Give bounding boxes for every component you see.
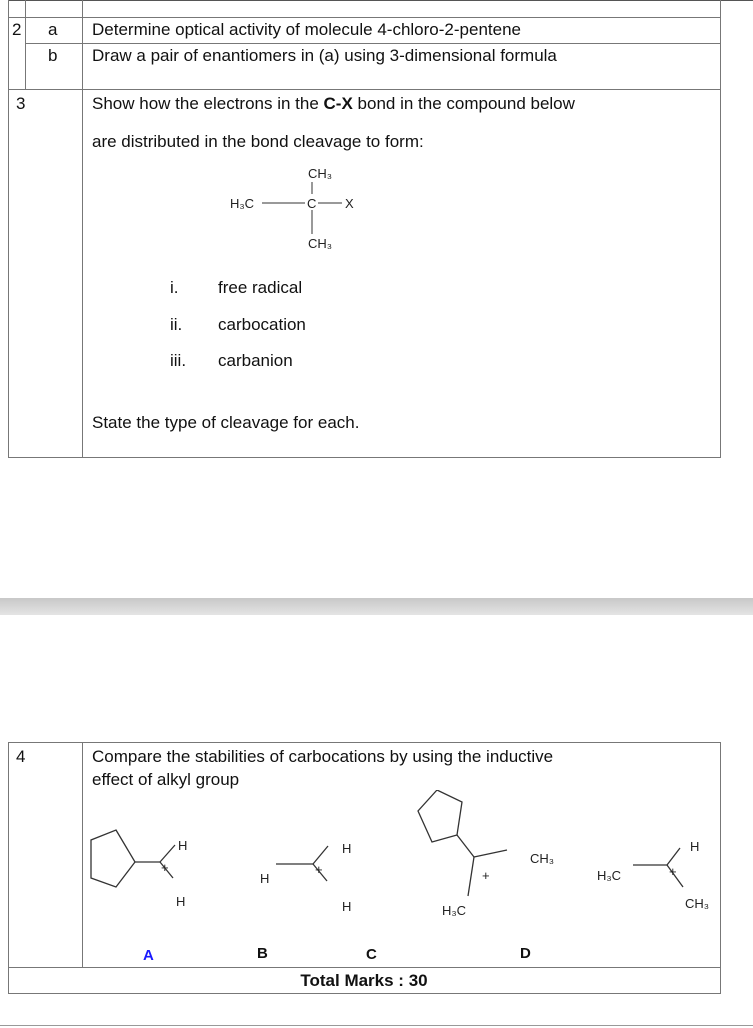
ch3-group: CH₃	[685, 896, 710, 911]
atom-h: H	[690, 839, 700, 854]
question-3-line2: are distributed in the bond cleavage to form:	[92, 132, 424, 151]
q3-text-post: bond in the compound below	[352, 94, 575, 113]
molecule-structure	[220, 160, 370, 260]
ch3-top: CH₃	[308, 166, 333, 181]
question-4-line2: effect of alkyl group	[92, 770, 240, 789]
atom-h: H	[178, 838, 188, 853]
question-4-number: 4	[16, 747, 26, 766]
carbocation-structures	[80, 790, 720, 930]
h3c-group: H₃C	[597, 868, 622, 883]
atom-h: H	[260, 871, 270, 886]
item-free-radical: free radical	[218, 278, 303, 297]
question-3-number: 3	[16, 94, 26, 113]
question-2b-label: b	[48, 46, 58, 65]
charge-plus: +	[161, 860, 169, 875]
x-atom: X	[345, 196, 354, 211]
structure-label-a: A	[143, 947, 154, 964]
item-num: iii.	[170, 351, 187, 370]
question-4-line1: Compare the stabilities of carbocations by using the inductive	[92, 747, 554, 766]
total-marks: Total Marks : 30	[300, 971, 428, 990]
ch3-group: CH₃	[530, 851, 555, 866]
h3c-left: H₃C	[230, 196, 255, 211]
item-num: ii.	[170, 315, 183, 334]
item-carbanion: carbanion	[218, 351, 293, 370]
question-2b-text: Draw a pair of enantiomers in (a) using 3-dimensional formula	[92, 46, 557, 65]
structure-label-c: C	[366, 946, 377, 963]
charge-plus: +	[315, 862, 323, 877]
q3-text-pre: Show how the electrons in the	[92, 94, 324, 113]
question-3-instruction: State the type of cleavage for each.	[92, 413, 360, 432]
question-3-line1	[92, 94, 575, 114]
atom-h: H	[342, 899, 352, 914]
question-2a-label: a	[48, 20, 58, 39]
question-2a-text: Determine optical activity of molecule 4-chloro-2-pentene	[92, 20, 521, 39]
structure-label-b: B	[257, 945, 268, 962]
item-carbocation: carbocation	[218, 315, 306, 334]
q3-bond-bold: C-X	[323, 94, 353, 113]
atom-h: H	[176, 894, 186, 909]
question-2-number: 2	[12, 20, 22, 39]
structure-label-d: D	[520, 945, 531, 962]
charge-plus: +	[482, 868, 490, 883]
ch3-bottom: CH₃	[308, 236, 333, 251]
page-divider	[0, 598, 753, 615]
item-num: i.	[170, 278, 179, 297]
central-c: C	[307, 196, 317, 211]
charge-plus: +	[669, 864, 677, 879]
atom-h: H	[342, 841, 352, 856]
h3c-group: H₃C	[442, 903, 467, 918]
